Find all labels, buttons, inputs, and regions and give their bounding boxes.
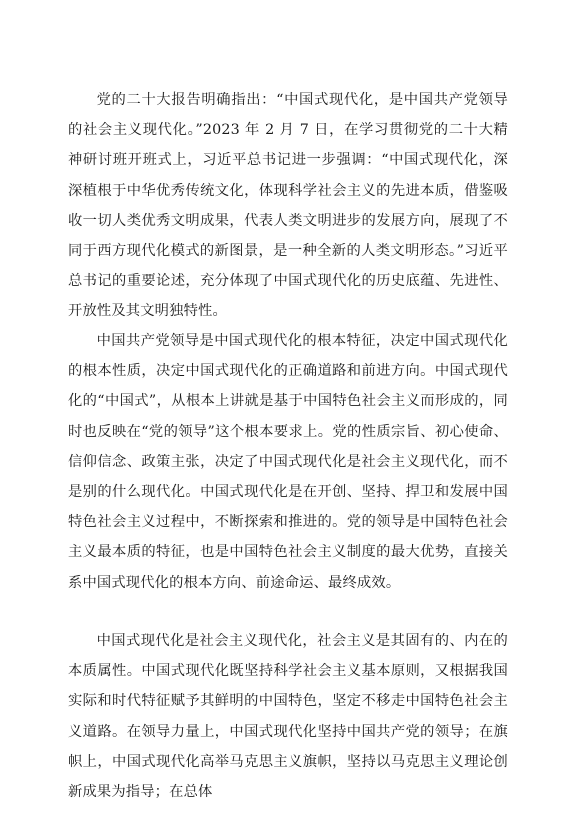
- paragraph-2: 中国共产党领导是中国式现代化的根本特征，决定中国式现代化的根本性质，决定中国式现代化的正确道路和前进方向。中国式现代化的“中国式”，从根本上讲就是基于中国特色社会主义而形成的，同时也反映在“党的领导”这个根本要求上。党的性质宗旨、初心使命、信仰信念、政策主张，决定了中国式现代化是社会主义现代化，而不是别的什么现代化。中国式现代化是在开创、坚持、捍卫和发展中国特色社会主义过程中，不断探索和推进的。党的领导是中国特色社会主义最本质的特征，也是中国特色社会主义制度的最大优势，直接关系中国式现代化的根本方向、前途命运、最终成效。: [68, 333, 508, 591]
- paragraph-1: 党的二十大报告明确指出：“中国式现代化，是中国共产党领导的社会主义现代化。”2023 年 2 月 7 日，在学习贯彻党的二十大精神研讨班开班式上，习近平总书记进一步强调：“中国式现代化，深深植根于中华优秀传统文化，体现科学社会主义的先进本质，借鉴吸收一切人类优秀文明成果，代表人类文明进步的发展方向，展现了不同于西方现代化模式的新图景，是一种全新的人类文明形态。”习近平总书记的重要论述，充分体现了中国式现代化的历史底蕴、先进性、开放性及其文明独特性。: [68, 92, 508, 320]
- paragraph-3: 中国式现代化是社会主义现代化，社会主义是其固有的、内在的本质属性。中国式现代化既坚持科学社会主义基本原则，又根据我国实际和时代特征赋予其鲜明的中国特色，坚定不移走中国特色社会主义道路。在领导力量上，中国式现代化坚持中国共产党的领导；在旗帜上，中国式现代化高举马克思主义旗帜，坚持以马克思主义理论创新成果为指导；在总体: [68, 633, 508, 801]
